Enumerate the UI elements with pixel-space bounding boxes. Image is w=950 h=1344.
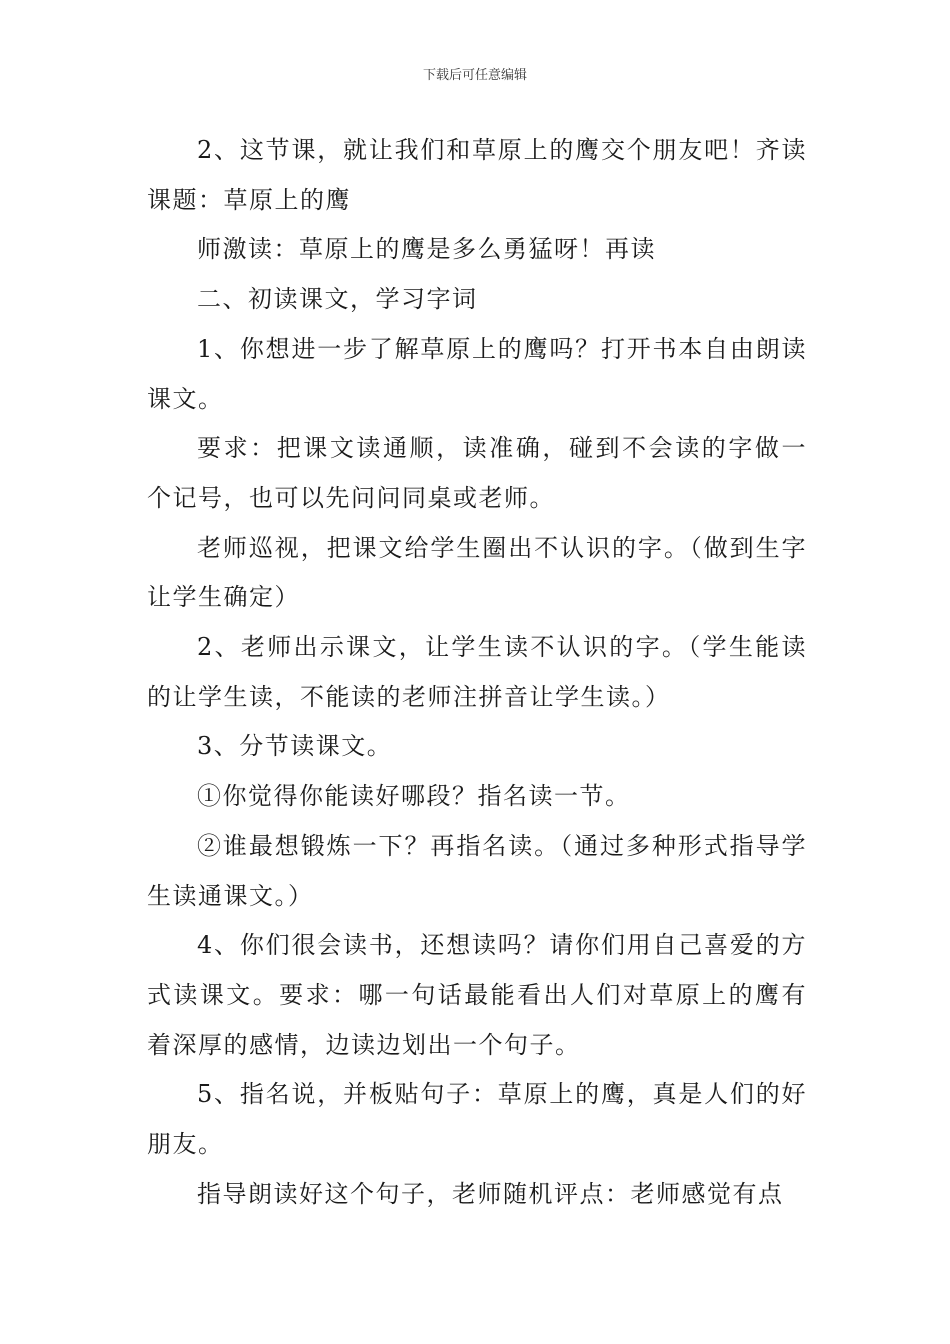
paragraph: 3、分节读课文。 [197, 732, 393, 761]
paragraph: 5、指名说，并板贴句子：草原上的鹰，真是人们的好朋友。 [147, 1080, 807, 1159]
paragraph: 2、这节课，就让我们和草原上的鹰交个朋友吧！齐读课题：草原上的鹰 [147, 136, 807, 214]
paragraph: 二、初读课文，学习字词 [197, 285, 478, 314]
paragraph: ①你觉得你能读好哪段？指名读一节。 [197, 782, 631, 811]
paragraph: 要求：把课文读通顺，读准确，碰到不会读的字做一个记号，也可以先问问同桌或老师。 [147, 434, 807, 512]
page-header: 下载后可任意编辑 [422, 68, 527, 83]
document-body [147, 126, 807, 1219]
paragraph: 老师巡视，把课文给学生圈出不认识的字。（做到生字让学生确定） [147, 533, 807, 612]
paragraph: ②谁最想锻炼一下？再指名读。（通过多种形式指导学生读通课文。） [147, 831, 807, 910]
paragraph: 师激读：草原上的鹰是多么勇猛呀！再读 [197, 235, 656, 264]
paragraph: 4、你们很会读书，还想读吗？请你们用自己喜爱的方式读课文。要求：哪一句话最能看出人们对草原上的鹰有着深厚的感情，边读边划出一个句子。 [147, 931, 807, 1059]
paragraph: 1、你想进一步了解草原上的鹰吗？打开书本自由朗读课文。 [147, 334, 807, 413]
paragraph: 2、老师出示课文，让学生读不认识的字。（学生能读的让学生读，不能读的老师注拼音让学生读。） [147, 633, 807, 711]
paragraph: 指导朗读好这个句子，老师随机评点：老师感觉有点 [197, 1179, 784, 1208]
